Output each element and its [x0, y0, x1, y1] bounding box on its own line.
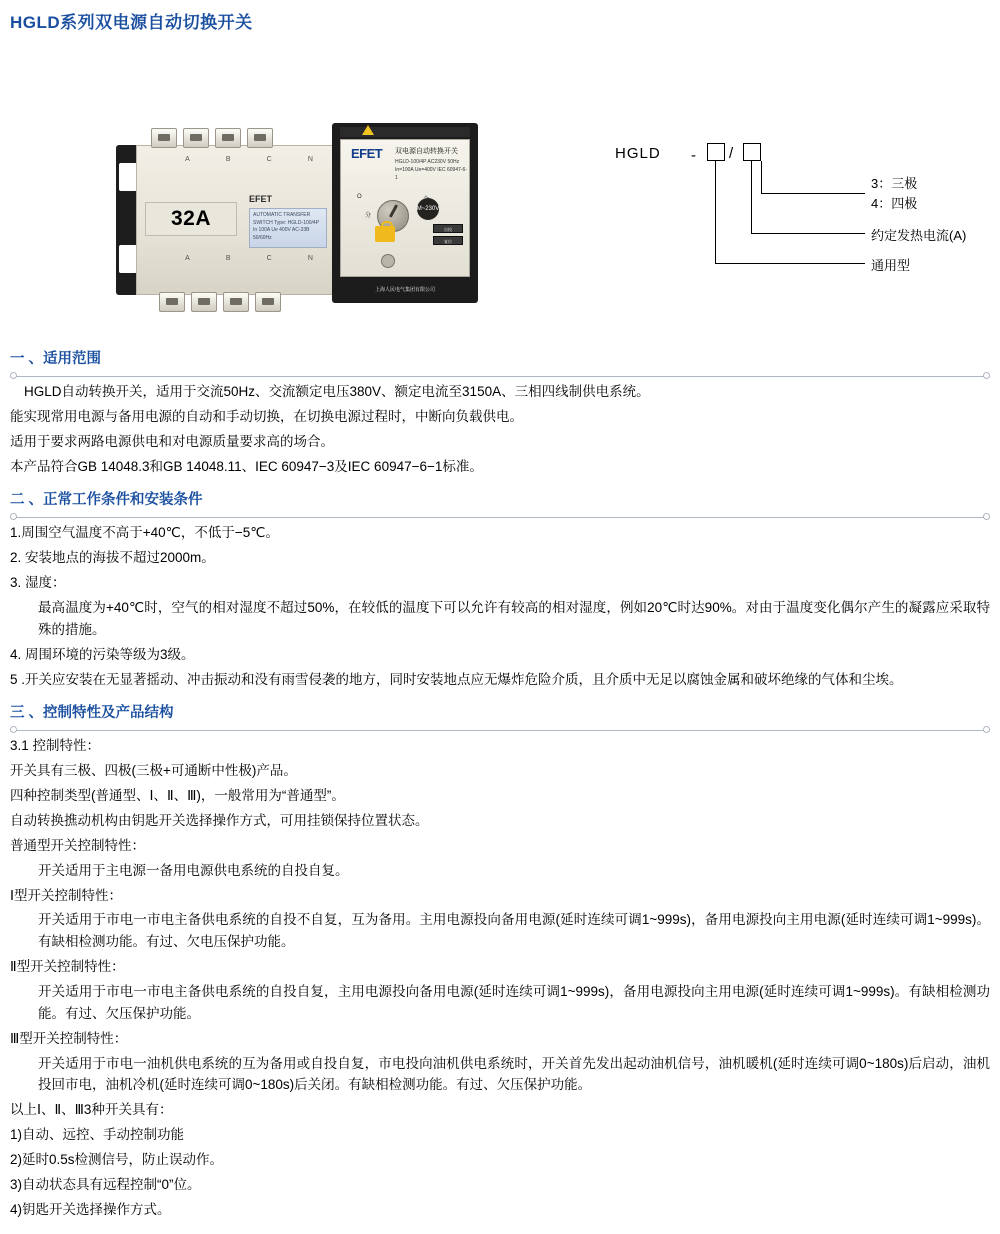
- terminal: [247, 128, 273, 148]
- auto-transfer-button[interactable]: 自投: [433, 224, 463, 233]
- paragraph: 开关具有三极、四极(三极+可通断中性极)产品。: [10, 763, 297, 779]
- pole-letter: N: [307, 156, 313, 163]
- paragraph: Ⅲ型开关控制特性：: [10, 1030, 128, 1046]
- terminal: [223, 292, 249, 312]
- paragraph: 开关适用于市电一市电主备供电系统的自投自复，主用电源投向备用电源(延时连续可调1~999s)，备用电源投向主用电源(延时连续可调1~999s)。有缺相检测功能。有过、欠压保护功能。: [38, 984, 990, 1021]
- brand-logo: EFET: [351, 146, 383, 161]
- section-operating-conditions: [10, 484, 990, 697]
- footer-space: [0, 1228, 1000, 1234]
- paragraph: 4)钥匙开关选择操作方式。: [10, 1201, 171, 1217]
- paragraph: 开关适用于市电一市电主备供电系统的自投不自复，互为备用。主用电源投向备用电源(延时连续可调1~999s)，备用电源投向主用电源(延时连续可调1~999s)。有缺相检测功能。有过、欠电压保护功能。: [38, 912, 991, 950]
- warning-triangle-icon: [362, 125, 374, 135]
- code-box-poles: [743, 143, 761, 161]
- terminal-row-bottom: [159, 292, 281, 312]
- terminal: [183, 128, 209, 148]
- paragraph: 以上Ⅰ、Ⅱ、Ⅲ3种开关具有：: [10, 1102, 173, 1118]
- knob-mark-off: 分: [365, 213, 372, 219]
- terminal: [159, 292, 185, 312]
- controller-buttons[interactable]: [433, 224, 463, 248]
- pole-letter: C: [266, 255, 272, 262]
- code-box-current: [707, 143, 725, 161]
- section-divider: [10, 511, 990, 518]
- leader-line: [715, 161, 716, 263]
- paragraph: 3. 湿度：: [10, 575, 66, 591]
- pole-letter: B: [225, 156, 231, 163]
- terminal: [255, 292, 281, 312]
- pole-letters-top: [167, 156, 331, 163]
- section-heading: 二 、正常工作条件和安装条件: [10, 492, 203, 509]
- controller-faceplate: [340, 139, 470, 277]
- brand-logo-body: EFET: [249, 194, 273, 204]
- pole-letter: C: [266, 156, 272, 163]
- paragraph: 最高温度为+40℃时，空气的相对湿度不超过50%，在较低的温度下可以允许有较高的相对湿度，例如20℃时达90%。对由于温度变化偶尔产生的凝露应采取特殊的措施。: [38, 600, 990, 637]
- terminal: [215, 128, 241, 148]
- section-scope: [10, 343, 990, 484]
- controller-title: 双电源自动转换开关: [395, 148, 458, 155]
- leader-line: [751, 161, 752, 233]
- paragraph: Ⅱ型开关控制特性：: [10, 959, 125, 975]
- model-series-name: HGLD: [615, 145, 661, 162]
- paragraph: 4. 周围环境的污染等级为3级。: [10, 646, 195, 662]
- switch-body: [136, 145, 336, 295]
- pole-letters-bottom: [167, 255, 331, 262]
- decode-label-pole4: 4：四极: [871, 196, 918, 211]
- model-code-diagram: [615, 143, 975, 323]
- controller-module: [332, 123, 478, 303]
- manufacturer-text: 上海人民电气集团有限公司: [374, 287, 435, 293]
- section-control-characteristics: [10, 697, 990, 1227]
- paragraph: 1)自动、远控、手动控制功能: [10, 1127, 185, 1143]
- paragraph: 1.周围空气温度不高于+40℃，不低于−5℃。: [10, 525, 279, 541]
- paragraph: 本产品符合GB 14048.3和GB 14048.11、IEC 60947−3及IEC 60947−6−1标准。: [10, 458, 483, 474]
- section-divider: [10, 724, 990, 731]
- reset-button[interactable]: 复位: [433, 236, 463, 245]
- paragraph: 能实现常用电源与备用电源的自动和手动切换，在切换电源过程时，中断向负载供电。: [10, 408, 523, 424]
- model-code-row: [615, 143, 975, 169]
- model-slash: /: [729, 145, 734, 162]
- paragraph: Ⅰ型开关控制特性：: [10, 887, 122, 903]
- model-dash: -: [691, 147, 696, 164]
- pole-letter: B: [225, 255, 231, 262]
- terminal: [151, 128, 177, 148]
- leader-line: [761, 193, 865, 194]
- paragraph: 3)自动状态具有远程控制“0”位。: [10, 1176, 201, 1192]
- leader-line: [761, 161, 762, 193]
- paragraph: 2)延时0.5s检测信号，防止误动作。: [10, 1152, 224, 1168]
- paragraph: 开关适用于主电源一备用电源供电系统的自投自复。: [38, 862, 349, 878]
- paragraph: 普通型开关控制特性：: [10, 837, 145, 853]
- product-photo: [110, 123, 510, 313]
- decode-label-pole3: 3：三极: [871, 176, 918, 191]
- motor-badge-icon: M~230V: [417, 198, 439, 220]
- paragraph: 四种控制类型(普通型、Ⅰ、Ⅱ、Ⅲ)，一般常用为“普通型”。: [10, 788, 345, 804]
- current-rating-label: 32A: [145, 202, 237, 236]
- paragraph: 3.1 控制特性：: [10, 738, 101, 754]
- decode-label-type: 通用型: [871, 258, 911, 273]
- section-heading: 一 、适用范围: [10, 351, 102, 367]
- controller-model-text: HGLD-100/4P AC230V 50Hz In=100A Ue=400V IEC 60947-6-1: [395, 159, 467, 181]
- paragraph: 自动转换撨动机构由钥匙开关选择操作方式，可用挂锁保持位置状态。: [10, 813, 429, 829]
- paragraph: 开关适用于市电一油机供电系统的互为备用或自投自复，市电投向油机供电系统时，开关首先发出起动油机信号，油机暖机(延时连续可调0~180s)后启动，油机投回市电，油机冷机(延时连续可调0~180s)后关闭。有缺相检测功能。有过、欠压保护功能。: [38, 1055, 990, 1093]
- paragraph: HGLD自动转换开关，适用于交流50Hz、交流额定电压380V、额定电流至3150A、三相四线制供电系统。: [24, 384, 650, 399]
- rating-sticker: AUTOMATIC TRANSFER SWITCH Type: HGLD-100/4P In 100A Ue 400V AC-33B 50/60Hz: [249, 208, 327, 248]
- paragraph: 5 .开关应安装在无显著摇动、冲击振动和没有雨雪侵袭的地方，同时安装地点应无爆炸危险介质，且介质中无足以腐蚀金属和破坏绝缘的气体和尘埃。: [10, 671, 903, 687]
- paragraph: 2. 安装地点的海拔不超过2000m。: [10, 550, 215, 566]
- section-heading: 三 、控制特性及产品结构: [10, 705, 174, 722]
- pole-letter: N: [307, 255, 313, 262]
- section-divider: [10, 370, 990, 377]
- key-switch[interactable]: [381, 254, 395, 268]
- leader-line: [715, 263, 865, 264]
- decode-label-current: 约定发热电流(A): [871, 228, 967, 243]
- page-title: HGLD系列双电源自动切换开关: [10, 13, 253, 32]
- knob-mark-zero: O: [357, 194, 362, 200]
- paragraph: 适用于要求两路电源供电和对电源质量要求高的场合。: [10, 433, 334, 449]
- padlock-icon: [375, 226, 395, 242]
- pole-letter: A: [185, 255, 190, 262]
- terminal-row-top: [151, 128, 273, 148]
- controller-top-strip: [340, 127, 470, 137]
- pole-letter: A: [185, 156, 190, 163]
- leader-line: [751, 233, 865, 234]
- terminal: [191, 292, 217, 312]
- figure-area: [0, 43, 1000, 343]
